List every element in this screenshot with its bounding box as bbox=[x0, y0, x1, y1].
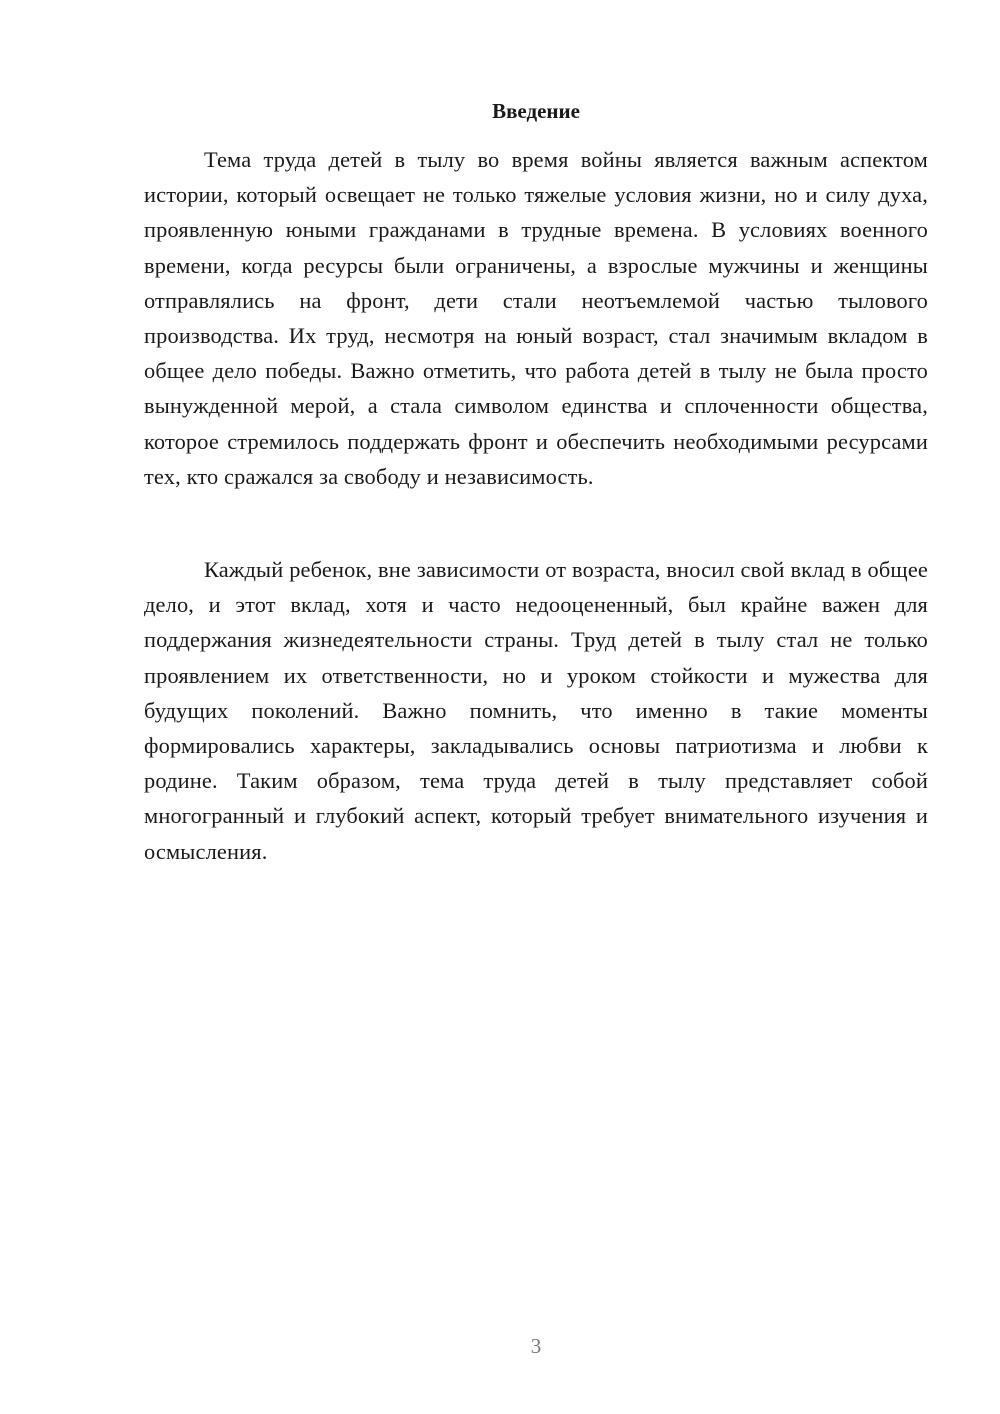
paragraph-2: Каждый ребенок, вне зависимости от возраста, вносил свой вклад в общее дело, и этот вклад, хотя и часто недооцененный, был крайне важен для поддержания жизнедеятельности страны. Труд детей в тылу стал не только проявлением их ответственности, но и уроком стойкости и мужества для будущих поколений. Важно помнить, что именно в такие моменты формировались характеры, закладывались основы патриотизма и любви к родине. Таким образом, тема труда детей в тылу представляет собой многогранный и глубокий аспект, который требует внимательного изучения и осмысления. bbox=[144, 557, 928, 864]
page-number: 3 bbox=[530, 1334, 542, 1358]
section-heading: Введение bbox=[492, 99, 580, 123]
paragraph-1: Тема труда детей в тылу во время войны является важным аспектом истории, который освещает не только тяжелые условия жизни, но и силу духа, проявленную юными гражданами в трудные времена. В условиях военного времени, когда ресурсы были ограничены, а взрослые мужчины и женщины отправлялись на фронт, дети стали неотъемлемой частью тылового производства. Их труд, несмотря на юный возраст, стал значимым вкладом в общее дело победы. Важно отметить, что работа детей в тылу не была просто вынужденной мерой, а стала символом единства и сплоченности общества, которое стремилось поддержать фронт и обеспечить необходимыми ресурсами тех, кто сражался за свободу и независимость. bbox=[144, 147, 928, 489]
